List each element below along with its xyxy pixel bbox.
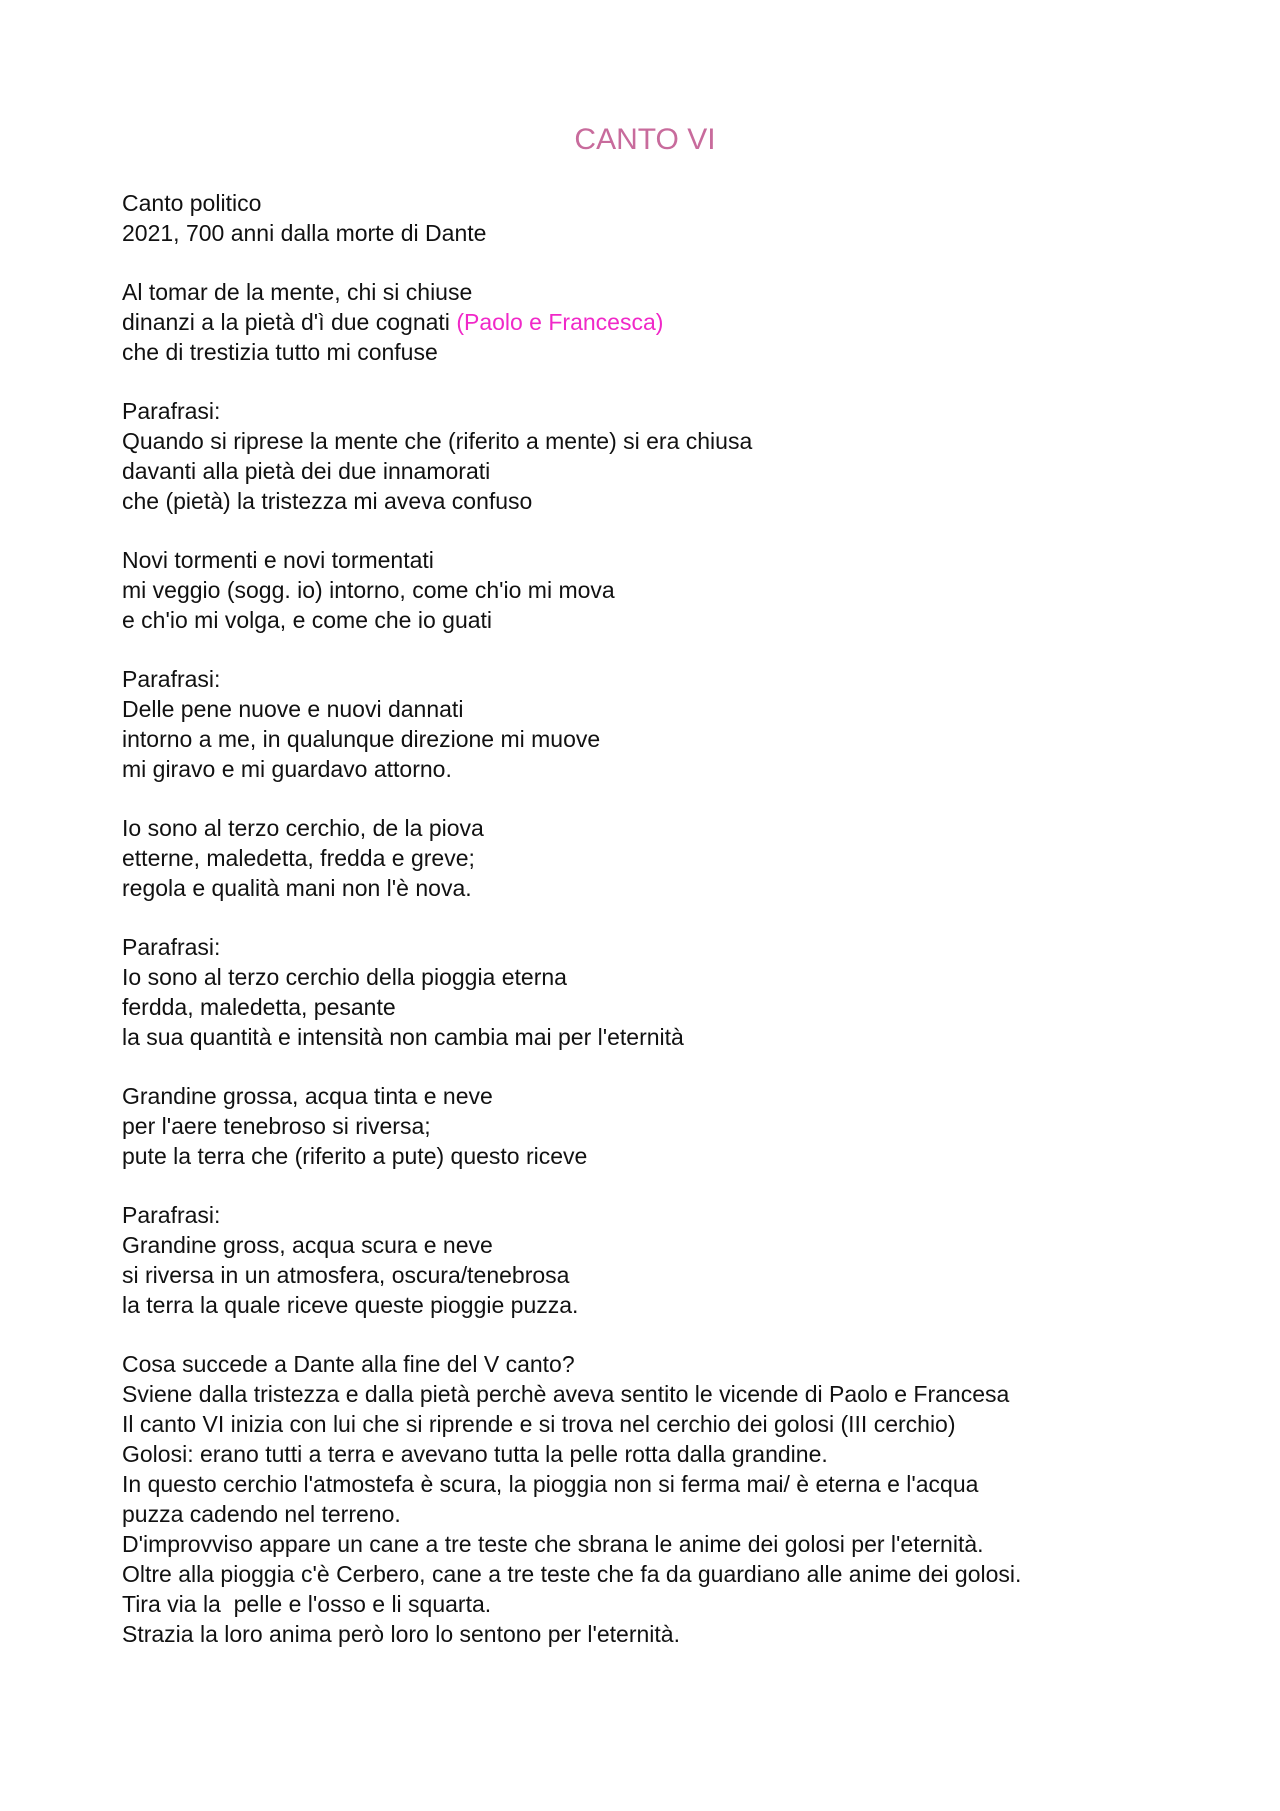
blank-line <box>122 635 1172 664</box>
verse-line: regola e qualità mani non l'è nova. <box>122 875 472 901</box>
verse-line: che di trestizia tutto mi confuse <box>122 339 438 365</box>
paraphrase-line: Io sono al terzo cerchio della pioggia eterna <box>122 964 567 990</box>
notes-block <box>122 1349 1172 1649</box>
paraphrase-block <box>122 1200 1172 1320</box>
intro-block <box>122 188 1172 248</box>
verse-text: dinanzi a la pietà d'ì due cognati <box>122 309 457 335</box>
paraphrase-line: si riversa in un atmosfera, oscura/tenebrosa <box>122 1262 570 1288</box>
paraphrase-line: davanti alla pietà dei due innamorati <box>122 458 491 484</box>
paraphrase-line: la terra la quale riceve queste pioggie puzza. <box>122 1292 579 1318</box>
paraphrase-block <box>122 396 1172 516</box>
verse-line: Novi tormenti e novi tormentati <box>122 547 434 573</box>
blank-line <box>122 367 1172 396</box>
paraphrase-block <box>122 932 1172 1052</box>
document-body <box>122 188 1172 1649</box>
verse-line: pute la terra che (riferito a pute) questo riceve <box>122 1143 588 1169</box>
paraphrase-heading: Parafrasi: <box>122 934 221 960</box>
notes-question: Cosa succede a Dante alla fine del V canto? <box>122 1351 575 1377</box>
paraphrase-block <box>122 664 1172 784</box>
verse-block <box>122 277 1172 367</box>
paraphrase-heading: Parafrasi: <box>122 398 221 424</box>
paraphrase-line: che (pietà) la tristezza mi aveva confuso <box>122 488 533 514</box>
paraphrase-heading: Parafrasi: <box>122 666 221 692</box>
verse-line: Al tomar de la mente, chi si chiuse <box>122 279 473 305</box>
text-line: 2021, 700 anni dalla morte di Dante <box>122 220 487 246</box>
verse-block <box>122 545 1172 635</box>
paraphrase-line: Delle pene nuove e nuovi dannati <box>122 696 464 722</box>
verse-block <box>122 813 1172 903</box>
verse-line: mi veggio (sogg. io) intorno, come ch'io mi mova <box>122 577 615 603</box>
notes-line: Il canto VI inizia con lui che si riprende e si trova nel cerchio dei golosi (III cerchio) <box>122 1411 956 1437</box>
verse-line <box>122 307 1172 337</box>
blank-line <box>122 784 1172 813</box>
notes-line: Strazia la loro anima però loro lo sentono per l'eternità. <box>122 1621 680 1647</box>
blank-line <box>122 1171 1172 1200</box>
paraphrase-line: Grandine gross, acqua scura e neve <box>122 1232 493 1258</box>
blank-line <box>122 903 1172 932</box>
notes-line: Tira via la pelle e l'osso e li squarta. <box>122 1591 492 1617</box>
verse-line: Grandine grossa, acqua tinta e neve <box>122 1083 493 1109</box>
verse-line: etterne, maledetta, fredda e greve; <box>122 845 475 871</box>
notes-line: D'improvviso appare un cane a tre teste che sbrana le anime dei golosi per l'eternità. <box>122 1531 984 1557</box>
notes-line: Golosi: erano tutti a terra e avevano tutta la pelle rotta dalla grandine. <box>122 1441 828 1467</box>
paraphrase-line: la sua quantità e intensità non cambia mai per l'eternità <box>122 1024 684 1050</box>
verse-line: e ch'io mi volga, e come che io guati <box>122 607 493 633</box>
verse-block <box>122 1081 1172 1171</box>
notes-line: puzza cadendo nel terreno. <box>122 1501 401 1527</box>
blank-line <box>122 516 1172 545</box>
blank-line <box>122 1052 1172 1081</box>
blank-line <box>122 248 1172 277</box>
text-line: Canto politico <box>122 190 262 216</box>
verse-line: Io sono al terzo cerchio, de la piova <box>122 815 484 841</box>
paraphrase-line: ferdda, maledetta, pesante <box>122 994 396 1020</box>
blank-line <box>122 1320 1172 1349</box>
paraphrase-line: mi giravo e mi guardavo attorno. <box>122 756 452 782</box>
notes-line: Sviene dalla tristezza e dalla pietà perchè aveva sentito le vicende di Paolo e Francesa <box>122 1381 1010 1407</box>
highlight-annotation: (Paolo e Francesca) <box>456 309 664 335</box>
paraphrase-line: Quando si riprese la mente che (riferito a mente) si era chiusa <box>122 428 753 454</box>
page-title: CANTO VI <box>574 123 716 156</box>
paraphrase-line: intorno a me, in qualunque direzione mi muove <box>122 726 601 752</box>
notes-line: In questo cerchio l'atmostefa è scura, la pioggia non si ferma mai/ è eterna e l'acqua <box>122 1471 979 1497</box>
notes-line: Oltre alla pioggia c'è Cerbero, cane a tre teste che fa da guardiano alle anime dei golosi. <box>122 1561 1022 1587</box>
paraphrase-heading: Parafrasi: <box>122 1202 221 1228</box>
verse-line: per l'aere tenebroso si riversa; <box>122 1113 431 1139</box>
